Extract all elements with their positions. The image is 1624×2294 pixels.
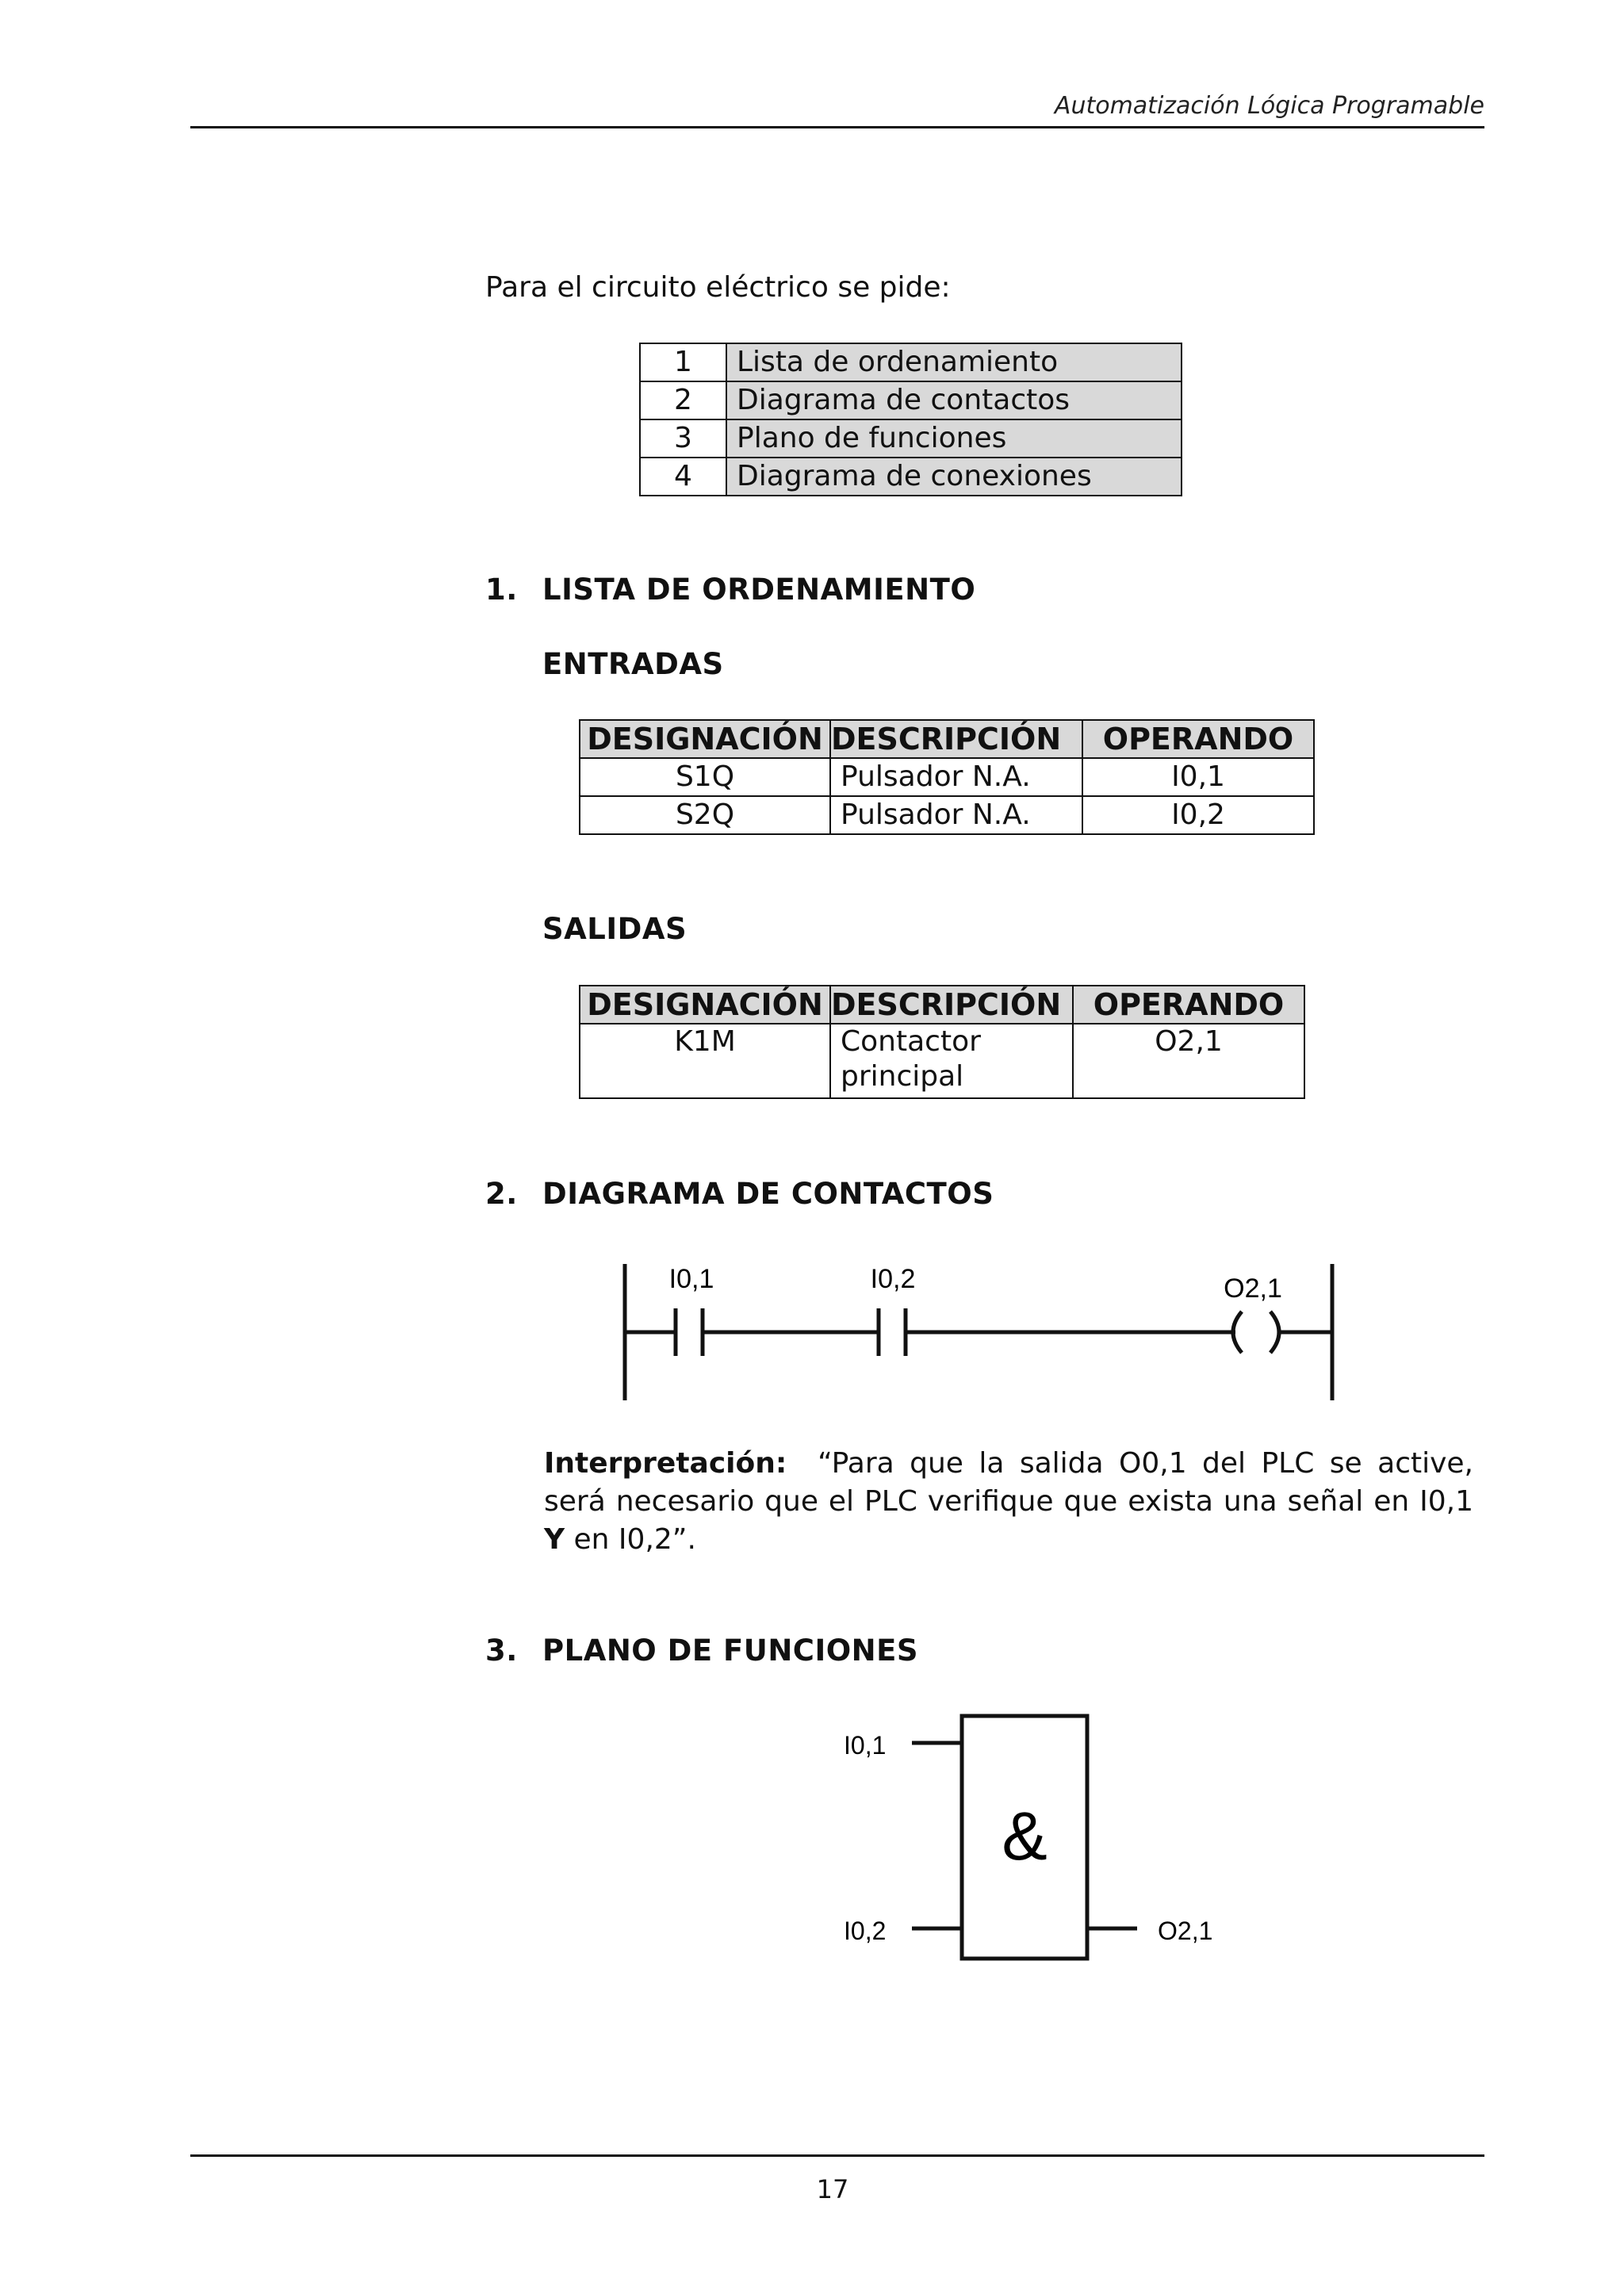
cell-operand: O2,1 — [1073, 1024, 1304, 1098]
col-header-description: DESCRIPCIÓN — [830, 720, 1082, 758]
gate-input-2-label: I0,2 — [844, 1917, 887, 1945]
task-table — [639, 343, 1182, 496]
col-header-operand: OPERANDO — [1082, 720, 1314, 758]
col-header-operand: OPERANDO — [1073, 986, 1304, 1024]
section-2-title: DIAGRAMA DE CONTACTOS — [542, 1177, 994, 1211]
col-header-designation: DESIGNACIÓN — [580, 720, 830, 758]
contact-no-2 — [879, 1308, 906, 1356]
task-label: Diagrama de conexiones — [726, 458, 1182, 496]
task-number: 1 — [640, 343, 726, 381]
table-row — [580, 758, 1314, 796]
cell-designation: S1Q — [580, 758, 830, 796]
interpretation-text-start: “Para que la salida O0,1 del PLC se active, será necesario que el PLC verifique que exista una señal en I0,1 — [544, 1447, 1473, 1518]
running-header: Automatización Lógica Programable — [1054, 92, 1484, 120]
cell-operand: I0,2 — [1082, 796, 1314, 834]
coil-label: O2,1 — [1224, 1273, 1282, 1304]
section-1-number: 1. — [485, 573, 518, 607]
section-1-title: LISTA DE ORDENAMIENTO — [542, 573, 976, 607]
outputs-table — [579, 985, 1305, 1099]
table-header-row — [580, 720, 1314, 758]
cell-description: Contactor principal — [830, 1024, 1073, 1098]
and-gate-symbol: & — [1002, 1798, 1048, 1875]
inputs-heading: ENTRADAS — [542, 647, 724, 681]
section-3-heading — [485, 1633, 918, 1668]
section-3-title: PLANO DE FUNCIONES — [542, 1633, 919, 1668]
task-label: Plano de funciones — [726, 419, 1182, 458]
outputs-heading: SALIDAS — [542, 912, 688, 946]
function-block-diagram — [825, 1705, 1269, 1982]
task-label: Diagrama de contactos — [726, 381, 1182, 419]
table-row — [580, 796, 1314, 834]
cell-designation: K1M — [580, 1024, 830, 1098]
section-2-number: 2. — [485, 1177, 518, 1211]
ladder-diagram — [603, 1253, 1348, 1411]
col-header-designation: DESIGNACIÓN — [580, 986, 830, 1024]
task-number: 4 — [640, 458, 726, 496]
interpretation-paragraph — [544, 1445, 1473, 1559]
cell-designation: S2Q — [580, 796, 830, 834]
intro-text: Para el circuito eléctrico se pide: — [485, 271, 951, 304]
task-number: 3 — [640, 419, 726, 458]
table-row — [580, 1024, 1304, 1098]
cell-description: Pulsador N.A. — [830, 796, 1082, 834]
task-label: Lista de ordenamiento — [726, 343, 1182, 381]
inputs-table — [579, 719, 1315, 835]
section-3-number: 3. — [485, 1633, 518, 1668]
section-1-heading — [485, 573, 975, 607]
interpretation-emphasis: Y — [544, 1523, 565, 1556]
task-number: 2 — [640, 381, 726, 419]
page-number: 17 — [816, 2174, 849, 2204]
interpretation-label: Interpretación: — [544, 1447, 787, 1480]
col-header-description: DESCRIPCIÓN — [830, 986, 1073, 1024]
contact-1-label: I0,1 — [668, 1264, 714, 1294]
output-coil — [1233, 1312, 1279, 1353]
task-row — [640, 458, 1182, 496]
gate-output-label: O2,1 — [1158, 1917, 1213, 1945]
task-row — [640, 381, 1182, 419]
cell-description: Pulsador N.A. — [830, 758, 1082, 796]
cell-operand: I0,1 — [1082, 758, 1314, 796]
footer-rule — [190, 2154, 1484, 2157]
contact-no-1 — [676, 1308, 703, 1356]
gate-input-1-label: I0,1 — [844, 1731, 887, 1760]
header-rule — [190, 126, 1484, 128]
interpretation-text-end: en I0,2”. — [565, 1523, 696, 1556]
section-2-heading — [485, 1177, 994, 1211]
task-row — [640, 343, 1182, 381]
contact-2-label: I0,2 — [870, 1264, 916, 1294]
table-header-row — [580, 986, 1304, 1024]
task-row — [640, 419, 1182, 458]
